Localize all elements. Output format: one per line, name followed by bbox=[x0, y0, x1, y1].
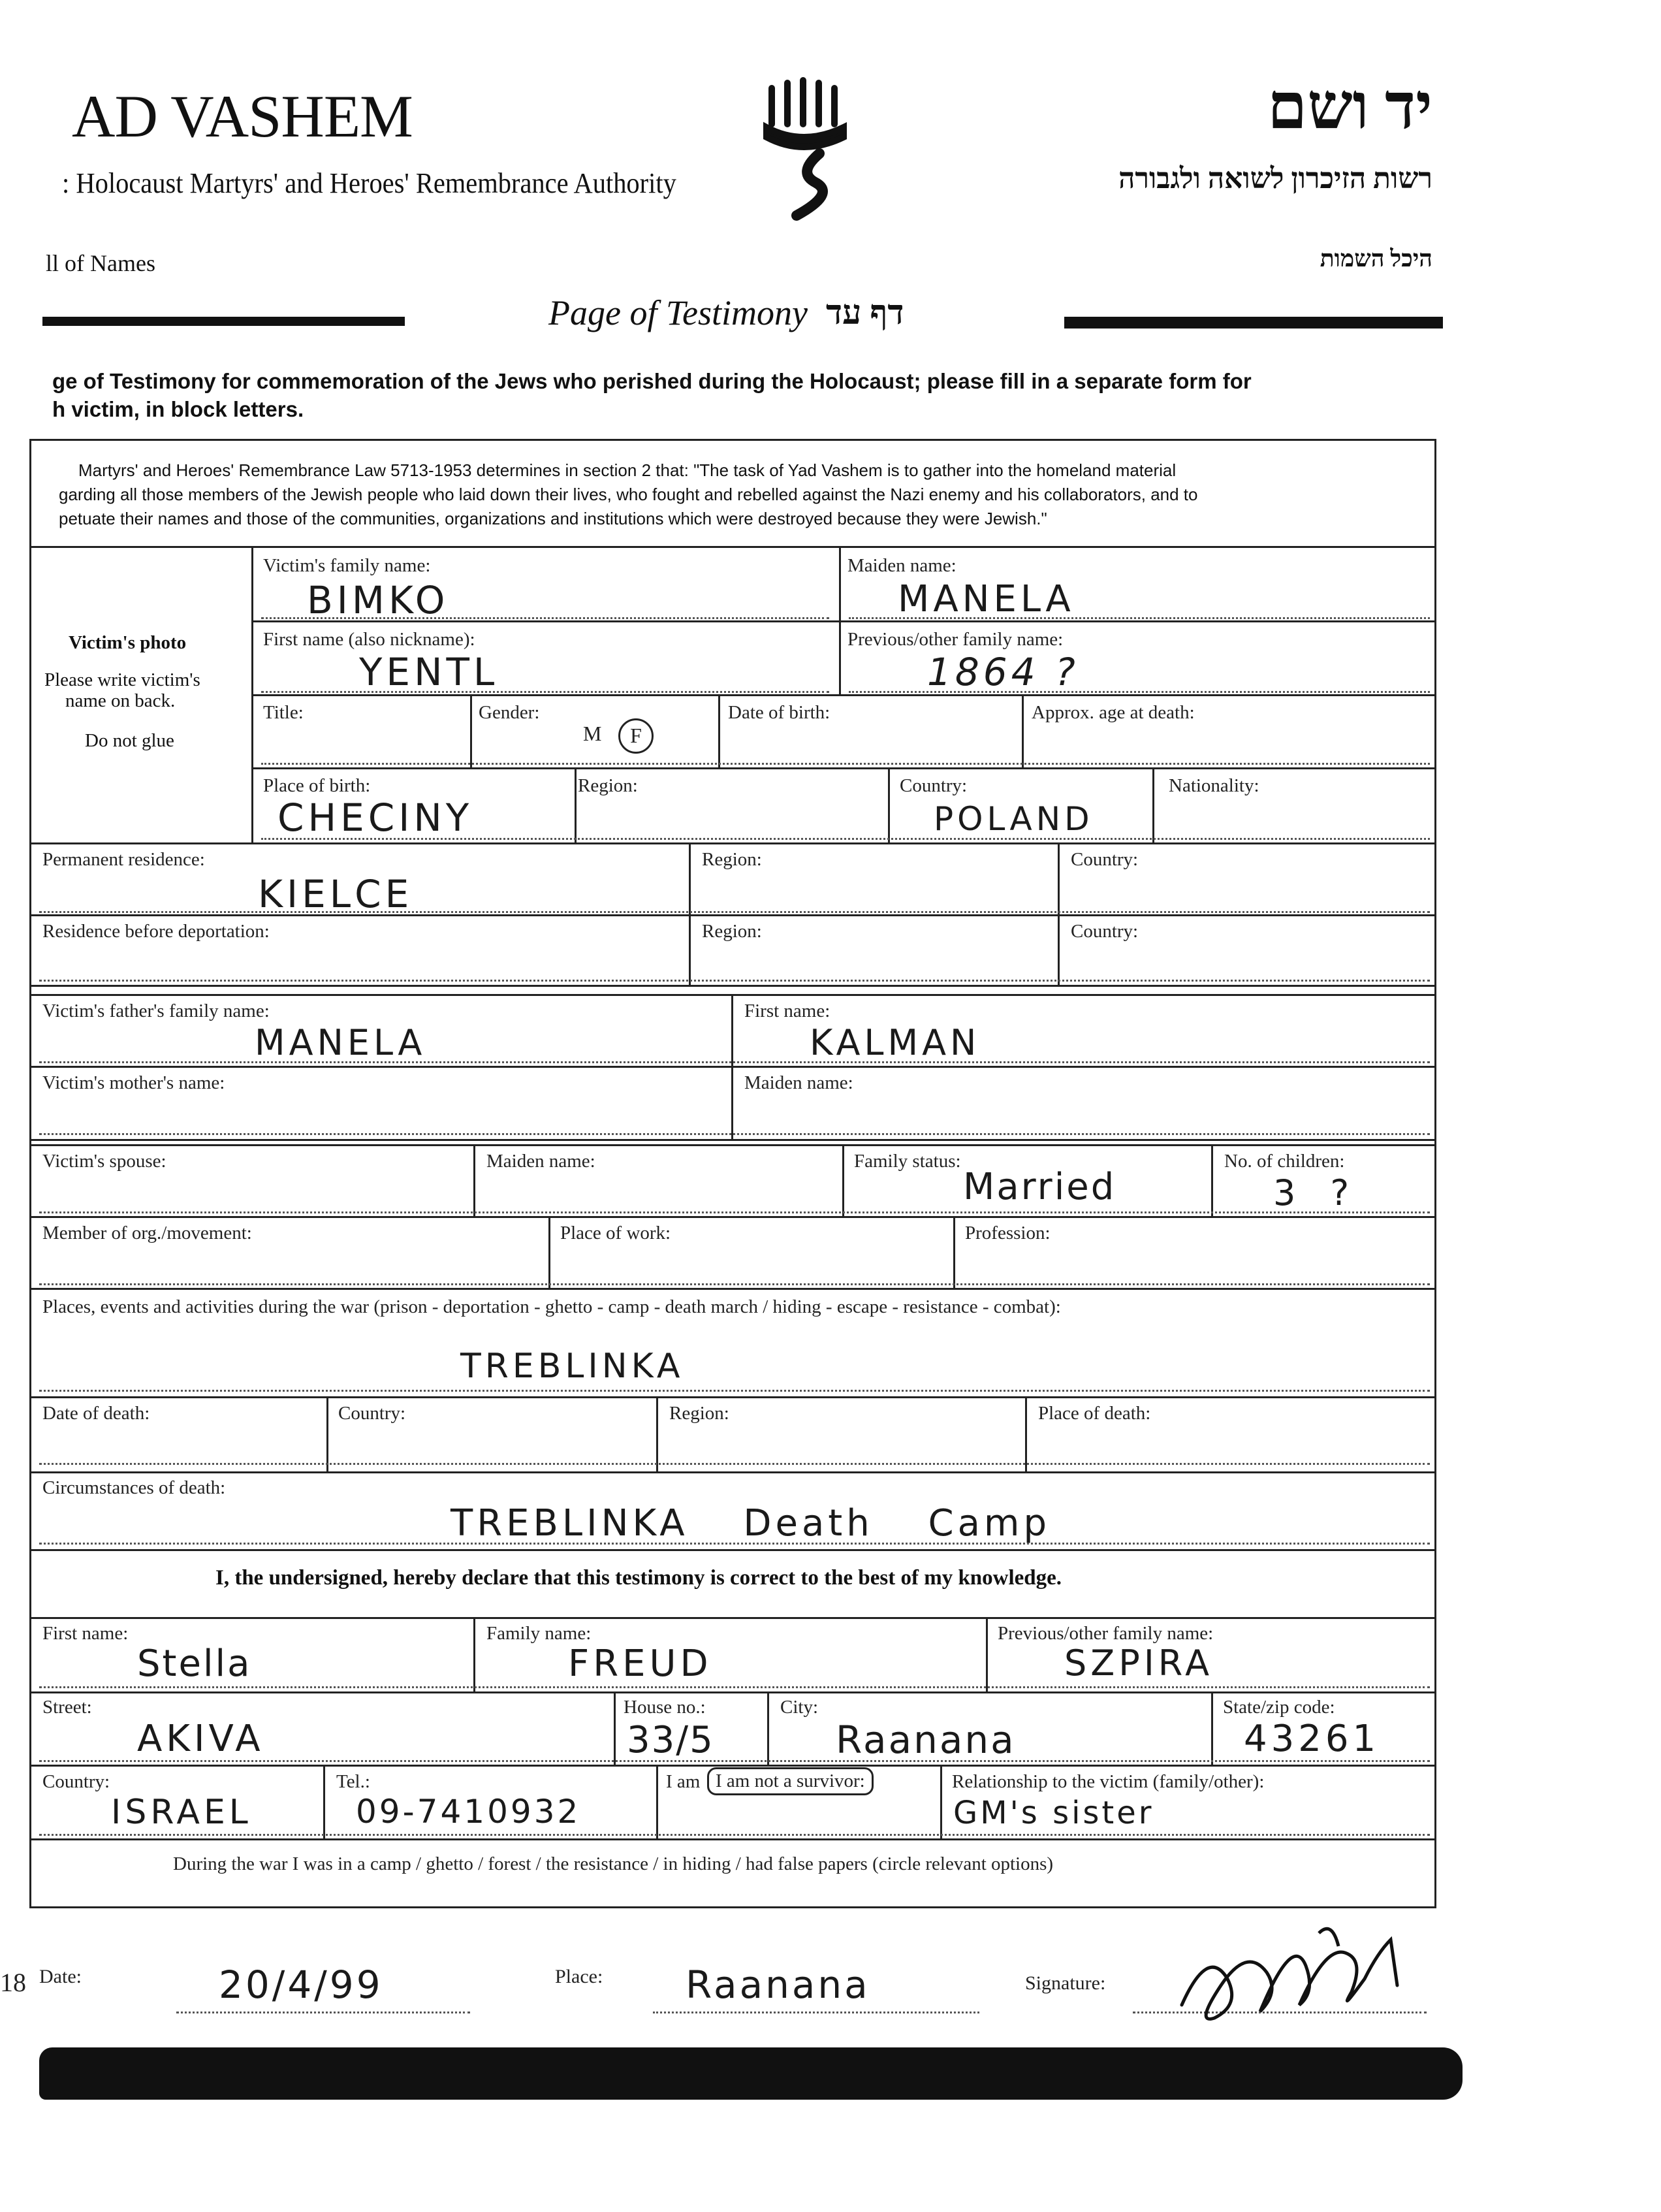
divider bbox=[39, 980, 1430, 982]
divider bbox=[29, 1691, 1436, 1693]
father-family-label: Victim's father's family name: bbox=[42, 1001, 270, 1021]
page-title-he: דף עד bbox=[826, 295, 904, 332]
divider bbox=[986, 1617, 988, 1691]
law-line-2: garding all those members of the Jewish people who laid down their lives, who fought and rebelled against the Nazi enemy and his collaborators, and to bbox=[59, 485, 1198, 504]
country-label: Country: bbox=[42, 1771, 110, 1792]
law-line-3: petuate their names and those of the communities, organizations and institutions which were destroyed because they were Jewish." bbox=[59, 509, 1047, 528]
divider bbox=[888, 767, 890, 842]
place-of-work-label: Place of work: bbox=[560, 1223, 671, 1243]
divider bbox=[656, 1765, 658, 1838]
declarant-family-name-label: Family name: bbox=[486, 1623, 592, 1644]
first-name[interactable]: YENTL bbox=[359, 650, 499, 694]
before-deportation-label: Residence before deportation: bbox=[42, 921, 270, 942]
birth-country-label: Country: bbox=[900, 775, 968, 796]
declarant-prev-name-label: Previous/other family name: bbox=[998, 1623, 1214, 1644]
zip-label: State/zip code: bbox=[1223, 1697, 1335, 1718]
org-subtitle-he: רשות הזיכרון לשואה ולגבורה bbox=[1118, 163, 1432, 195]
bd-country-label: Country: bbox=[1071, 921, 1139, 942]
divider bbox=[39, 1211, 1430, 1213]
redaction-bar-left bbox=[42, 317, 405, 326]
tel[interactable]: 09-7410932 bbox=[356, 1793, 581, 1831]
divider bbox=[39, 1390, 1430, 1392]
org-name-en: AD VASHEM bbox=[72, 83, 413, 150]
divider bbox=[29, 1765, 1436, 1767]
declarant-prev-name[interactable]: SZPIRA bbox=[1064, 1643, 1214, 1684]
gender-m[interactable]: M bbox=[583, 722, 602, 745]
hall-of-names-en: ll of Names bbox=[46, 250, 155, 276]
maiden-name-label: Maiden name: bbox=[847, 555, 957, 576]
date[interactable]: 20/4/99 bbox=[219, 1963, 383, 2007]
divider bbox=[689, 842, 691, 985]
divider bbox=[1025, 1396, 1027, 1471]
divider bbox=[29, 842, 1436, 844]
divider bbox=[29, 1139, 1436, 1141]
circumstances-label: Circumstances of death: bbox=[42, 1477, 226, 1498]
divider bbox=[261, 763, 1430, 765]
divider bbox=[39, 1283, 1430, 1285]
date-label: Date: bbox=[39, 1966, 82, 1987]
birth-place-label: Place of birth: bbox=[263, 775, 371, 796]
survivor-option[interactable]: I am not a survivor: bbox=[707, 1767, 874, 1795]
divider bbox=[29, 546, 1436, 548]
street[interactable]: AKIVA bbox=[137, 1718, 264, 1760]
previous-name-label: Previous/other family name: bbox=[847, 629, 1064, 650]
maiden-name[interactable]: MANELA bbox=[898, 578, 1075, 620]
divider bbox=[767, 1691, 769, 1765]
bd-region-label: Region: bbox=[702, 921, 762, 942]
divider bbox=[29, 1288, 1436, 1290]
relationship[interactable]: GM's sister bbox=[953, 1795, 1154, 1831]
father-family-name[interactable]: MANELA bbox=[255, 1022, 426, 1063]
country[interactable]: ISRAEL bbox=[111, 1793, 252, 1832]
divider bbox=[39, 1760, 1430, 1762]
org-subtitle-en: : Holocaust Martyrs' and Heroes' Remembrance Authority bbox=[62, 167, 676, 199]
victim-family-name-label: Victim's family name: bbox=[263, 555, 431, 576]
divider bbox=[940, 1765, 942, 1838]
tel-label: Tel.: bbox=[336, 1771, 370, 1792]
previous-name[interactable]: 1864 ? bbox=[927, 650, 1079, 694]
dob-label: Date of birth: bbox=[728, 702, 830, 723]
street-label: Street: bbox=[42, 1697, 92, 1718]
photo-box-instr-3: Do not glue bbox=[85, 730, 174, 751]
relationship-label: Relationship to the victim (family/other): bbox=[952, 1771, 1265, 1792]
divider bbox=[326, 1396, 328, 1471]
place-label: Place: bbox=[555, 1966, 603, 1987]
declarant-first-name[interactable]: Stella bbox=[137, 1643, 252, 1685]
divider bbox=[39, 1133, 1430, 1135]
divider bbox=[261, 838, 1430, 840]
divider bbox=[470, 694, 472, 767]
city-label: City: bbox=[780, 1697, 819, 1718]
birth-region-label: Region: bbox=[578, 775, 638, 796]
page-title-en: Page of Testimony bbox=[548, 293, 808, 332]
father-first-label: First name: bbox=[744, 1001, 830, 1021]
death-date-label: Date of death: bbox=[42, 1403, 150, 1424]
survivor-prefix: I am bbox=[666, 1771, 701, 1792]
divider bbox=[953, 1216, 955, 1288]
birth-country[interactable]: POLAND bbox=[934, 800, 1094, 838]
declaration-statement: I, the undersigned, hereby declare that this testimony is correct to the best of my knowledge. bbox=[215, 1566, 1062, 1590]
family-status[interactable]: Married bbox=[963, 1166, 1116, 1208]
photo-box-instr-2: name on back. bbox=[65, 690, 176, 711]
mother-maiden-label: Maiden name: bbox=[744, 1072, 853, 1093]
divider bbox=[842, 1144, 844, 1216]
signature-label: Signature: bbox=[1025, 1972, 1106, 1994]
death-place-label: Place of death: bbox=[1038, 1403, 1151, 1424]
divider bbox=[29, 1144, 1436, 1146]
declarant-first-name-label: First name: bbox=[42, 1623, 129, 1644]
divider bbox=[653, 2012, 979, 2013]
res-region-label: Region: bbox=[702, 849, 762, 870]
divider bbox=[548, 1216, 550, 1288]
divider bbox=[614, 1691, 616, 1765]
divider bbox=[29, 1066, 1436, 1068]
divider bbox=[1022, 694, 1024, 767]
intro-line-2: h victim, in block letters. bbox=[52, 397, 304, 421]
family-status-label: Family status: bbox=[854, 1151, 961, 1172]
res-country-label: Country: bbox=[1071, 849, 1139, 870]
photo-box-title: Victim's photo bbox=[69, 632, 187, 653]
spouse-maiden-label: Maiden name: bbox=[486, 1151, 595, 1172]
declarant-family-name[interactable]: FREUD bbox=[568, 1643, 712, 1685]
divider bbox=[39, 1686, 1430, 1688]
divider bbox=[251, 767, 1436, 769]
spouse-label: Victim's spouse: bbox=[42, 1151, 166, 1172]
margin-number: 18 bbox=[0, 1968, 26, 1997]
title-label: Title: bbox=[263, 702, 304, 723]
divider bbox=[251, 694, 1436, 696]
divider bbox=[29, 994, 1436, 996]
father-first-name[interactable]: KALMAN bbox=[810, 1022, 981, 1063]
divider bbox=[39, 1061, 1430, 1063]
divider bbox=[473, 1144, 475, 1216]
org-movement-label: Member of org./movement: bbox=[42, 1223, 252, 1243]
redaction-bar-right bbox=[1064, 317, 1443, 329]
divider bbox=[39, 1543, 1430, 1545]
divider bbox=[29, 914, 1436, 916]
place[interactable]: Raanana bbox=[686, 1963, 870, 2007]
intro-line-1: ge of Testimony for commemoration of the Jews who perished during the Holocaust; please fill in a separate form for bbox=[52, 369, 1252, 393]
hall-of-names-he: היכל השמות bbox=[1320, 246, 1432, 272]
age-at-death-label: Approx. age at death: bbox=[1032, 702, 1195, 723]
divider bbox=[718, 694, 720, 767]
death-country-label: Country: bbox=[338, 1403, 406, 1424]
divider bbox=[656, 1396, 658, 1471]
divider bbox=[29, 1617, 1436, 1619]
victim-family-name[interactable]: BIMKO bbox=[307, 578, 449, 622]
divider bbox=[323, 1765, 325, 1838]
divider bbox=[39, 1463, 1430, 1465]
divider bbox=[39, 911, 1430, 913]
redaction-bar-bottom bbox=[39, 2047, 1463, 2100]
divider bbox=[1211, 1691, 1213, 1765]
divider bbox=[1058, 842, 1060, 985]
divider bbox=[176, 2012, 470, 2013]
children-count[interactable]: 3 ? bbox=[1273, 1172, 1361, 1213]
house-no[interactable]: 33/5 bbox=[627, 1719, 714, 1761]
divider bbox=[849, 617, 1430, 619]
first-name-label: First name (also nickname): bbox=[263, 629, 475, 650]
divider bbox=[29, 1396, 1436, 1398]
org-name-he: יד ושם bbox=[1267, 72, 1432, 142]
divider bbox=[29, 1216, 1436, 1218]
divider bbox=[39, 1834, 1430, 1836]
signature bbox=[1169, 1907, 1417, 2038]
divider bbox=[473, 1617, 475, 1691]
gender-f[interactable]: F bbox=[618, 718, 654, 754]
residence-label: Permanent residence: bbox=[42, 849, 205, 870]
children-label: No. of children: bbox=[1224, 1151, 1345, 1172]
divider bbox=[575, 767, 577, 842]
circumstances[interactable]: TREBLINKA Death Camp bbox=[451, 1502, 1051, 1545]
war-events[interactable]: TREBLINKA bbox=[460, 1347, 684, 1386]
yad-vashem-logo bbox=[757, 75, 862, 225]
divider bbox=[29, 985, 1436, 987]
divider bbox=[849, 691, 1430, 693]
nationality-label: Nationality: bbox=[1169, 775, 1259, 796]
photo-box-instr-1: Please write victim's bbox=[44, 669, 200, 690]
divider bbox=[29, 1471, 1436, 1473]
mother-name-label: Victim's mother's name: bbox=[42, 1072, 225, 1093]
zip[interactable]: 43261 bbox=[1244, 1718, 1380, 1760]
divider bbox=[1211, 1144, 1213, 1216]
city[interactable]: Raanana bbox=[836, 1718, 1016, 1762]
divider bbox=[839, 546, 841, 694]
divider bbox=[29, 1838, 1436, 1840]
divider bbox=[29, 1549, 1436, 1551]
divider bbox=[261, 691, 829, 693]
law-line-1: Martyrs' and Heroes' Remembrance Law 5713-1953 determines in section 2 that: "The task of Yad Vashem is to gather into the homeland material bbox=[78, 460, 1177, 480]
divider bbox=[261, 617, 829, 619]
war-options[interactable]: During the war I was in a camp / ghetto / forest / the resistance / in hiding / had false papers (circle relevant options) bbox=[173, 1853, 1054, 1874]
profession-label: Profession: bbox=[965, 1223, 1051, 1243]
death-region-label: Region: bbox=[669, 1403, 729, 1424]
divider bbox=[1152, 767, 1154, 842]
birth-place[interactable]: CHECINY bbox=[277, 795, 473, 840]
residence[interactable]: KIELCE bbox=[258, 872, 413, 916]
war-events-label: Places, events and activities during the war (prison - deportation - ghetto - camp - death march / hiding - escape - resistance - combat): bbox=[42, 1296, 1061, 1317]
gender-label: Gender: bbox=[479, 702, 540, 723]
house-no-label: House no.: bbox=[624, 1697, 706, 1718]
